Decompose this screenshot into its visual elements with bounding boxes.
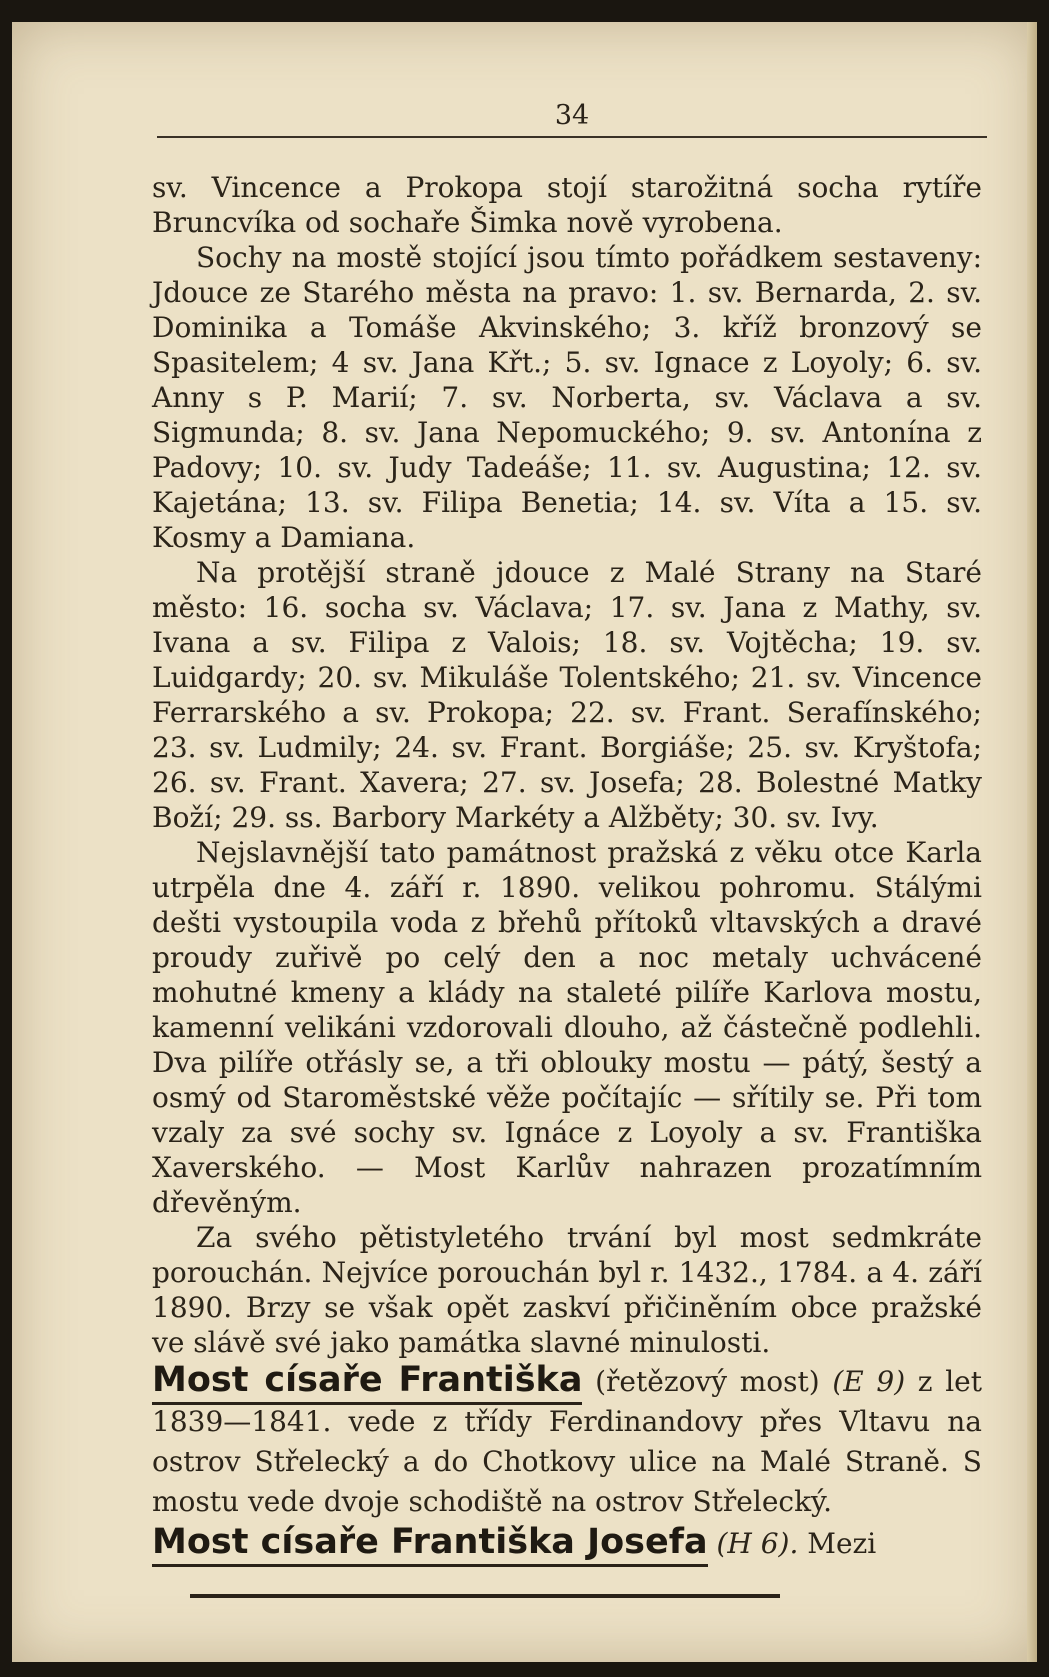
page-header bbox=[157, 100, 987, 140]
paragraph-2: Sochy na mostě stojící jsou tímto pořádkem sestaveny: Jdouce ze Starého města na pravo: 1. sv. Bernarda, 2. sv. Dominika a Tomáše Akvinského; 3. kříž bronzový se Spasitelem; 4 sv. Jana Křt.; 5. sv. Ignace z Loyoly; 6. sv. Anny s P. Marií; 7. sv. Norberta, sv. Václava a sv. Sigmunda; 8. sv. Jana Nepomuckého; 9. sv. Antonína z Padovy; 10. sv. Judy Tadeáše; 11. sv. Augustina; 12. sv. Kajetána; 13. sv. Filipa Benetia; 14. sv. Víta a 15. sv. Kosmy a Damiana. bbox=[152, 241, 982, 554]
page-number: 34 bbox=[554, 100, 590, 131]
grid-reference: (H 6). bbox=[716, 1527, 799, 1560]
section-body: Mezi bbox=[807, 1527, 877, 1560]
book-page bbox=[12, 22, 1037, 1662]
section-most-cisare-frantiska-josefa bbox=[152, 1522, 982, 1564]
paragraph-1: sv. Vincence a Prokopa stojí starožitná socha rytíře Bruncvíka od sochaře Šimka nově vyrobena. bbox=[152, 171, 982, 239]
section-most-cisare-frantiska bbox=[152, 1360, 982, 1522]
grid-reference: (E 9) bbox=[832, 1365, 906, 1398]
section-title: Most císaře Františka Josefa bbox=[152, 1522, 708, 1567]
paragraph-5: Za svého pětistyletého trvání byl most sedmkráte porouchán. Nejvíce porouchán byl r. 1432., 1784. a 4. září 1890. Brzy se však opět zaskví přičiněním obce pražské ve slávě své jako památka slavné minulosti. bbox=[152, 1221, 982, 1359]
footer-rule bbox=[190, 1594, 780, 1598]
section-body: z let 1839—1841. vede z třídy Ferdinandovy přes Vltavu na ostrov Střelecký a do Chotkovy ulice na Malé Straně. S mostu vede dvoje schodiště na ostrov Střelecký. bbox=[152, 1365, 982, 1518]
section-subtitle: (řetězový most) bbox=[595, 1365, 820, 1398]
header-rule bbox=[157, 136, 987, 138]
paragraph-4: Nejslavnější tato památnost pražská z věku otce Karla utrpěla dne 4. září r. 1890. velikou pohromu. Stálými dešti vystoupila voda z břehů přítoků vltavských a dravé proudy zuřivě po celý den a noc metaly uchvácené mohutné kmeny a klády na staleté pilíře Karlova mostu, kamenní velikáni vzdorovali dlouho, až částečně podlehli. Dva pilíře otřásly se, a tři oblouky mostu — pátý, šestý a osmý od Staroměstské věže počítajíc — sřítily se. Při tom vzaly za své sochy sv. Ignáce z Loyoly a sv. Františka Xaverského. — Most Karlův nahrazen prozatímním dřevěným. bbox=[152, 836, 982, 1219]
page-edge bbox=[1027, 22, 1037, 1662]
body-text bbox=[152, 170, 982, 1564]
section-title: Most císaře Františka bbox=[152, 1360, 582, 1405]
paragraph-3: Na protější straně jdouce z Malé Strany na Staré město: 16. socha sv. Václava; 17. sv. Jana z Mathy, sv. Ivana a sv. Filipa z Valois; 18. sv. Vojtěcha; 19. sv. Luidgardy; 20. sv. Mikuláše Tolentského; 21. sv. Vincence Ferrarského a sv. Prokopa; 22. sv. Frant. Serafínského; 23. sv. Ludmily; 24. sv. Frant. Borgiáše; 25. sv. Kryštofa; 26. sv. Frant. Xavera; 27. sv. Josefa; 28. Bolestné Matky Boží; 29. ss. Barbory Markéty a Alžběty; 30. sv. Ivy. bbox=[152, 556, 982, 834]
